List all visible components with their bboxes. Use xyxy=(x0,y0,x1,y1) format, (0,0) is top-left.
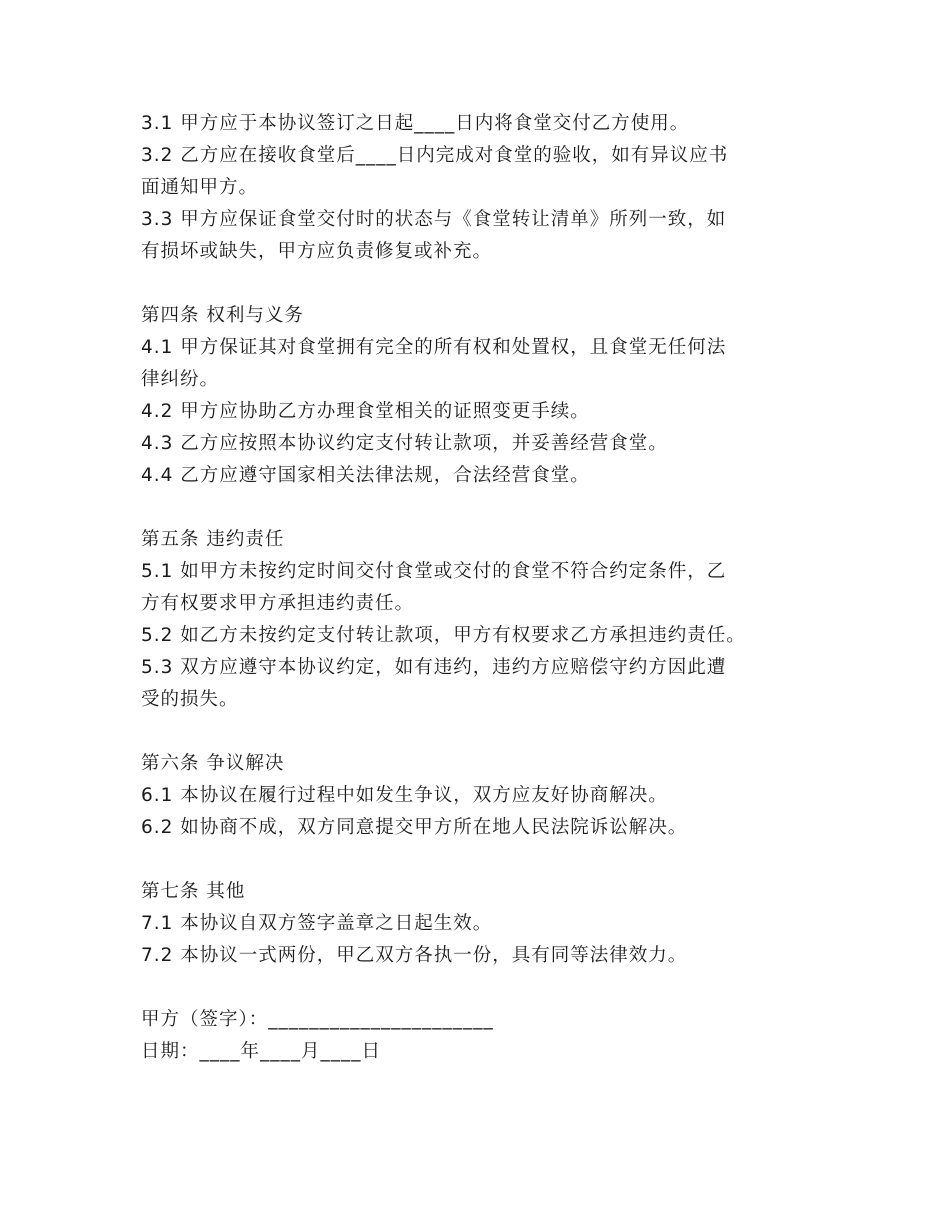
clause-5-2: 5.2 如乙方未按约定支付转让款项，甲方有权要求乙方承担违约责任。 xyxy=(141,625,746,646)
clause-4-3: 4.3 乙方应按照本协议约定支付转让款项，并妥善经营食堂。 xyxy=(141,433,668,454)
clause-7-1: 7.1 本协议自双方签字盖章之日起生效。 xyxy=(141,913,493,934)
clause-5-3-line-2: 受的损失。 xyxy=(141,689,239,710)
clause-6-2: 6.2 如协商不成，双方同意提交甲方所在地人民法院诉讼解决。 xyxy=(141,817,688,838)
clause-7-2: 7.2 本协议一式两份，甲乙双方各执一份，具有同等法律效力。 xyxy=(141,945,688,966)
clause-4-1-line-2: 律纠纷。 xyxy=(141,369,220,390)
clause-3-2-line-1: 3.2 乙方应在接收食堂后____日内完成对食堂的验收，如有异议应书 xyxy=(141,145,729,166)
article-4-heading: 第四条 权利与义务 xyxy=(141,305,304,326)
spacer xyxy=(141,492,841,524)
clause-4-1-line-1: 4.1 甲方保证其对食堂拥有完全的所有权和处置权，且食堂无任何法 xyxy=(141,337,727,358)
spacer xyxy=(141,972,841,1004)
article-7-heading: 第七条 其他 xyxy=(141,881,246,902)
clause-5-3-line-1: 5.3 双方应遵守本协议约定，如有违约，违约方应赔偿守约方因此遭 xyxy=(141,657,727,678)
clause-4-2: 4.2 甲方应协助乙方办理食堂相关的证照变更手续。 xyxy=(141,401,590,422)
clause-5-1-line-2: 方有权要求甲方承担违约责任。 xyxy=(141,593,415,614)
clause-5-1-line-1: 5.1 如甲方未按约定时间交付食堂或交付的食堂不符合约定条件，乙 xyxy=(141,561,727,582)
clause-3-2-line-2: 面通知甲方。 xyxy=(141,177,259,198)
article-6-heading: 第六条 争议解决 xyxy=(141,753,285,774)
clause-6-1: 6.1 本协议在履行过程中如发生争议，双方应友好协商解决。 xyxy=(141,785,668,806)
document-body xyxy=(141,108,841,1068)
spacer xyxy=(141,844,841,876)
clause-3-3-line-1: 3.3 甲方应保证食堂交付时的状态与《食堂转让清单》所列一致，如 xyxy=(141,209,727,230)
clause-3-1: 3.1 甲方应于本协议签订之日起____日内将食堂交付乙方使用。 xyxy=(141,113,690,134)
clause-3-3-line-2: 有损坏或缺失，甲方应负责修复或补充。 xyxy=(141,241,493,262)
spacer xyxy=(141,268,841,300)
article-5-heading: 第五条 违约责任 xyxy=(141,529,285,550)
clause-4-4: 4.4 乙方应遵守国家相关法律法规，合法经营食堂。 xyxy=(141,465,590,486)
party-a-signature-line: 甲方（签字）：______________________ xyxy=(141,1009,494,1030)
date-line: 日期：____年____月____日 xyxy=(141,1041,382,1062)
spacer xyxy=(141,716,841,748)
